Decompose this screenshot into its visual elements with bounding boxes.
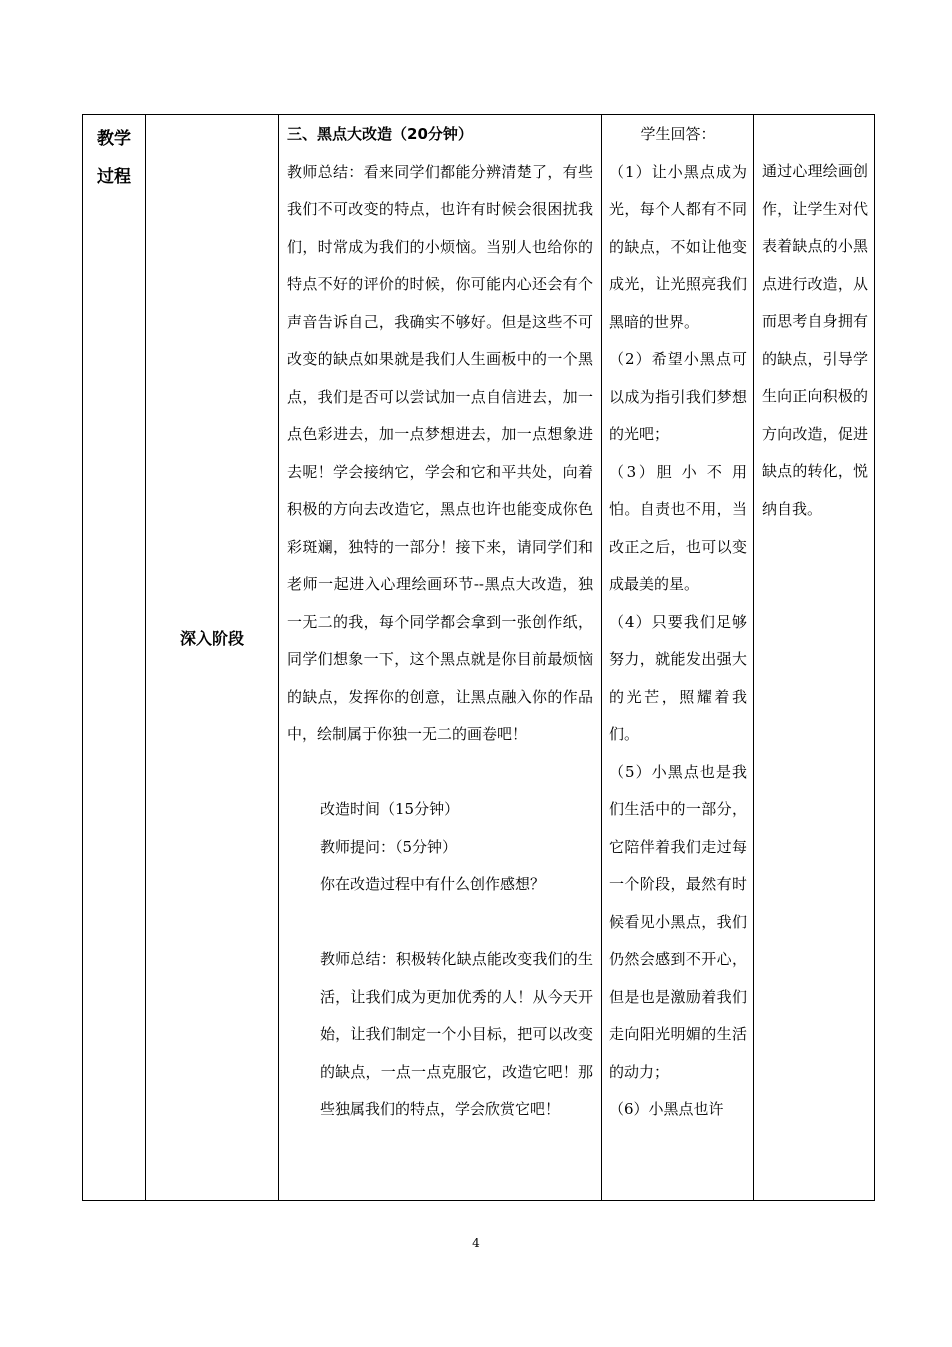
column-divider — [601, 114, 602, 1200]
page-number: 4 — [472, 1236, 480, 1250]
process-label-line1: 教学 — [97, 129, 131, 149]
section-title: 三、黑点大改造（20分钟） — [287, 125, 473, 143]
student-answer-3: （3）胆 小 不 用怕。自责也不用，当改正之后，也可以变成最美的星。 — [609, 462, 747, 593]
teacher-summary-1: 教师总结：看来同学们都能分辨清楚了，有些我们不可改变的特点，也许有时候会很困扰我们，时常成为我们的小烦恼。当别人也给你的特点不好的评价的时候，你可能内心还会有个声音告诉自己，我确实不够好。但是这些不可改变的缺点如果就是我们人生画板中的一个黑点，我们是否可以尝试加一点自信进去，加一点色彩进去，加一点梦想进去，加一点想象进去呢！学会接纳它，学会和它和平共处，向着积极的方向去改造它，黑点也许也能变成你色彩斑斓，独特的一部分！接下来，请同学们和老师一起进入心理绘画环节--黑点大改造，独一无二的我，每个同学都会拿到一张创作纸，同学们想象一下，这个黑点就是你目前最烦恼的缺点，发挥你的创意，让黑点融入你的作品中，绘制属于你独一无二的画卷吧！ — [287, 162, 593, 743]
stage-label: 深入阶段 — [179, 629, 244, 648]
column-divider — [278, 114, 279, 1200]
column-divider — [753, 114, 754, 1200]
teacher-question: 教师提问：（5分钟） — [320, 837, 458, 856]
student-responses — [609, 116, 747, 1129]
teacher-summary-2: 教师总结：积极转化缺点能改变我们的生活，让我们成为更加优秀的人！从今天开始，让我们制定一个小目标，把可以改变的缺点，一点一点克服它，改造它吧！那些独属我们的特点，学会欣赏它吧！ — [320, 950, 593, 1118]
process-label — [84, 120, 144, 196]
student-answer-4: （4）只要我们足够努力，就能发出强大的光芒，照耀着我们。 — [609, 612, 747, 743]
student-answer-5: （5）小黑点也是我们生活中的一部分，它陪伴着我们走过每一个阶段，最然有时候看见小黑点，我们仍然会感到不开心，但是也是激励着我们走向阳光明媚的生活的动力； — [609, 762, 747, 1081]
column-divider — [145, 114, 146, 1200]
student-answer-1: （1）让小黑点成为光，每个人都有不同的缺点，不如让他变成光，让光照亮我们黑暗的世界。 — [609, 162, 747, 331]
question-prompt: 你在改造过程中有什么创作感想？ — [320, 875, 546, 893]
student-answer-heading: 学生回答： — [640, 125, 716, 143]
student-answer-6: （6）小黑点也许 — [609, 1100, 724, 1118]
teacher-activity — [287, 116, 593, 1129]
design-intent: 通过心理绘画创作，让学生对代表着缺点的小黑点进行改造，从而思考自身拥有的缺点，引导学生向正向积极的方向改造，促进缺点的转化，悦纳自我。 — [762, 162, 868, 518]
process-label-line2: 过程 — [97, 167, 131, 187]
modify-time: 改造时间（15分钟） — [320, 800, 460, 818]
student-answer-2: （2）希望小黑点可以成为指引我们梦想的光吧； — [609, 350, 747, 443]
